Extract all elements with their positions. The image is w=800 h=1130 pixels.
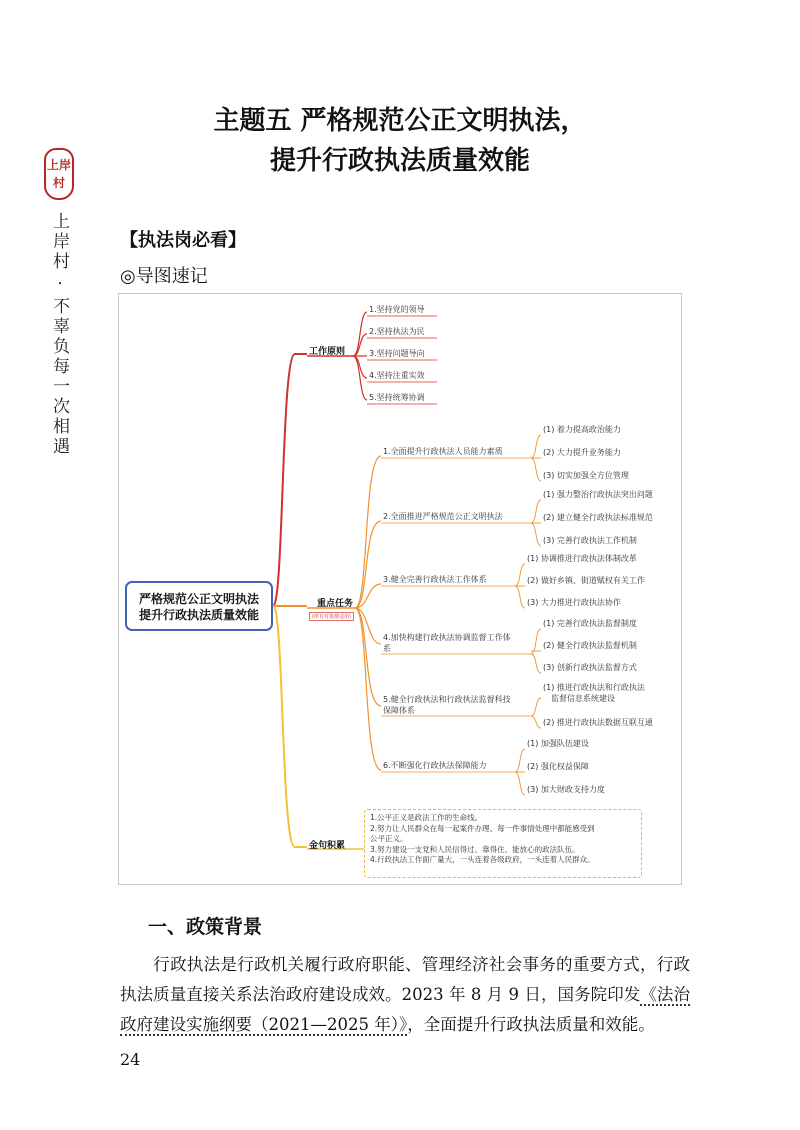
page-title-line2: 提升行政执法质量效能 xyxy=(269,146,530,176)
task-label: 6.不断强化行政执法保障能力 xyxy=(383,761,487,770)
task-item: (1) 协调推进行政执法体制改革 xyxy=(527,554,637,563)
task-label xyxy=(383,694,511,716)
task-item: (1) 着力提高政治能力 xyxy=(543,425,621,434)
golden-quotes-box xyxy=(364,809,642,878)
policy-paragraph xyxy=(120,950,690,1040)
task-item xyxy=(543,682,645,704)
task-label: 1.全面提升行政执法人员能力素质 xyxy=(383,447,503,456)
task-item: (2) 大力提升业务能力 xyxy=(543,448,621,457)
page-number: 24 xyxy=(120,1050,141,1069)
task-label xyxy=(383,632,511,654)
paragraph-text: 行政执法是行政机关履行政府职能、管理经济社会事务的重要方式，行政执法质量直接关系法治政府建设成效。2023 年 8 月 9 日，国务院印发 xyxy=(120,955,690,1004)
task-label-line2: 保障体系 xyxy=(383,706,415,715)
task-item: (3) 加大财政支持力度 xyxy=(527,785,605,794)
page-title-line1: 主题五 严格规范公正文明执法， xyxy=(213,106,587,136)
seal-logo: 上岸 村 xyxy=(44,148,74,200)
task-label: 2.全面推进严格规范公正文明执法 xyxy=(383,512,503,521)
root-line1: 严格规范公正文明执法 xyxy=(138,592,259,606)
task-item: (2) 建立健全行政执法标准规范 xyxy=(543,513,653,522)
quote-line: 公平正义。 xyxy=(370,834,408,843)
quote-line: 3.努力建设一支党和人民信得过、靠得住、能放心的政法队伍。 xyxy=(370,844,580,854)
paragraph-text: ，全面提升行政执法质量和效能。 xyxy=(407,1015,655,1034)
principle-item: 4.坚持注重实效 xyxy=(369,371,425,380)
key-tasks-note: (所有对策都适用) xyxy=(309,612,354,621)
task-item: (1) 完善行政执法监督制度 xyxy=(543,619,637,628)
task-item: (2) 推进行政执法数据互联互通 xyxy=(543,718,653,727)
task-item: (1) 加强队伍建设 xyxy=(527,739,589,748)
task-item: (3) 大力推进行政执法协作 xyxy=(527,598,621,607)
principle-item: 1.坚持党的领导 xyxy=(369,305,425,314)
root-line2: 提升行政执法质量效能 xyxy=(138,608,259,622)
quote-line: 2.努力让人民群众在每一起案件办理、每一件事情处理中都能感受到 xyxy=(370,823,595,833)
section-heading: 一、政策背景 xyxy=(148,916,263,938)
task-item: (3) 切实加强全方位管理 xyxy=(543,471,629,480)
document-title: 《法治政府建设实施纲要（2021—2025 年）》 xyxy=(120,985,690,1034)
task-item-line1: (1) 推进行政执法和行政执法 xyxy=(543,683,645,692)
task-item: (2) 健全行政执法监督机制 xyxy=(543,641,637,650)
quote-line: 4.行政执法工作面广量大，一头连着各级政府，一头连着人民群众。 xyxy=(370,855,595,864)
task-item: (3) 完善行政执法工作机制 xyxy=(543,536,637,545)
task-label: 3.健全完善行政执法工作体系 xyxy=(383,575,487,584)
task-item: (2) 强化权益保障 xyxy=(527,762,589,771)
task-item: (1) 强力整治行政执法突出问题 xyxy=(543,490,653,499)
branch-golden-quotes: 金句积累 xyxy=(309,841,346,851)
principle-item: 2.坚持执法为民 xyxy=(369,327,425,336)
branch-key-tasks: 重点任务 xyxy=(317,599,354,609)
task-label-line1: 4.加快构建行政执法协调监督工作体 xyxy=(383,633,511,642)
must-read-label: 【执法岗必看】 xyxy=(120,230,246,251)
mind-map xyxy=(118,293,682,885)
principle-item: 5.坚持统筹协调 xyxy=(369,393,425,402)
principle-item: 3.坚持问题导向 xyxy=(369,349,425,358)
mindmap-heading: ◎导图速记 xyxy=(120,266,208,287)
branch-work-principles: 工作原则 xyxy=(309,347,346,357)
task-label-line2: 系 xyxy=(383,644,391,653)
quote-line: 1.公平正义是政法工作的生命线。 xyxy=(370,813,483,822)
side-motto: 上岸村 · 不辜负每一次相遇 xyxy=(49,212,69,458)
task-label-line1: 5.健全行政执法和行政执法监督科技 xyxy=(383,695,511,704)
task-item-line2: 监督信息系统建设 xyxy=(551,694,615,703)
task-item: (3) 创新行政执法监督方式 xyxy=(543,663,637,672)
mindmap-root xyxy=(125,581,273,631)
task-item: (2) 做好乡镇、街道赋权有关工作 xyxy=(527,576,645,585)
